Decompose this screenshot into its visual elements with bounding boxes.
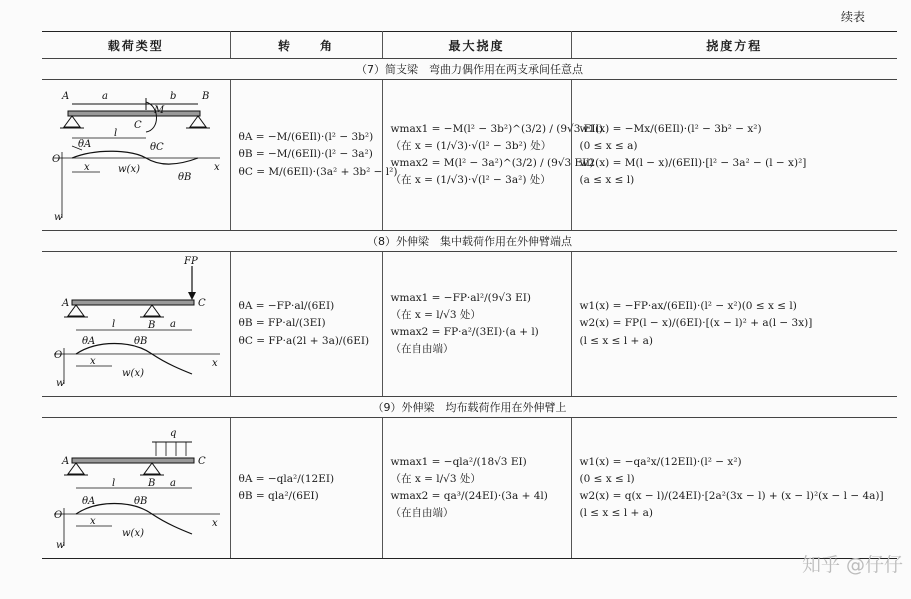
equation-9-1: w1(x) = −qa²x/(12EIl)·(l² − x²) bbox=[579, 455, 742, 468]
label-x-axis-7: x bbox=[214, 162, 220, 173]
deflection-7-3: wmax2 = M(l² − 3a²)^(3/2) / (9√3 EIl) bbox=[390, 157, 594, 169]
label-a-8: a bbox=[170, 319, 176, 330]
section-title-9: （9）外伸梁 均布载荷作用在外伸臂上 bbox=[42, 397, 897, 418]
label-x-axis-8: x bbox=[212, 358, 218, 369]
label-C-8: C bbox=[198, 298, 206, 309]
label-A-9: A bbox=[62, 456, 70, 467]
label-FP-8: FP bbox=[184, 256, 198, 267]
angle-8-1: θA = −FP·al/(6EI) bbox=[238, 300, 335, 313]
label-A-8: A bbox=[62, 298, 70, 309]
angle-8-2: θB = FP·al/(3EI) bbox=[238, 317, 326, 330]
deflection-9-4: （在自由端） bbox=[390, 507, 454, 520]
label-w-8: w bbox=[56, 378, 65, 389]
header-load-type: 载荷类型 bbox=[42, 32, 230, 59]
label-wx-7: w(x) bbox=[118, 164, 141, 175]
equation-7-3: w2(x) = M(l − x)/(6EIl)·[l² − 3a² − (l − x)²] bbox=[579, 157, 807, 169]
beam-diagram-7 bbox=[42, 80, 228, 226]
section-title-7: （7）简支梁 弯曲力偶作用在两支承间任意点 bbox=[42, 59, 897, 80]
label-l-7: l bbox=[114, 128, 118, 139]
label-thetaA-9: θA bbox=[82, 496, 96, 507]
watermark: 知乎 @仔仔 bbox=[801, 554, 903, 576]
diagram-cell-7 bbox=[42, 80, 230, 231]
label-x-9: x bbox=[90, 516, 96, 527]
header-max-deflection: 最大挠度 bbox=[382, 32, 571, 59]
angle-9-1: θA = −qla²/(12EI) bbox=[238, 472, 335, 485]
label-C-7: C bbox=[134, 120, 142, 131]
beam-deflection-table bbox=[42, 31, 897, 559]
beam-diagram-9 bbox=[42, 418, 228, 554]
label-O-7: O bbox=[52, 154, 61, 165]
label-thetaB-9: θB bbox=[134, 496, 148, 507]
equation-7-1: w1(x) = −Mx/(6EIl)·(l² − 3b² − x²) bbox=[579, 122, 762, 135]
label-thetaC-7: θC bbox=[150, 142, 164, 153]
label-B-8: B bbox=[148, 320, 156, 331]
angle-7-3: θC = M/(6EIl)·(3a² + 3b² − l²) bbox=[238, 165, 398, 178]
angle-9-2: θB = qla²/(6EI) bbox=[238, 490, 319, 502]
deflection-8-4: （在自由端） bbox=[390, 343, 454, 356]
equation-9-3: w2(x) = q(x − l)/(24EI)·[2a²(3x − l) + (x − l)²(x − l − 4a)] bbox=[579, 490, 884, 502]
deflection-8-1: wmax1 = −FP·al²/(9√3 EI) bbox=[390, 291, 532, 304]
label-wx-9: w(x) bbox=[122, 528, 145, 539]
label-thetaA-7: θA bbox=[78, 139, 92, 150]
deflection-cell-9 bbox=[382, 418, 571, 559]
equation-7-4: (a ≤ x ≤ l) bbox=[579, 174, 635, 187]
label-l-8: l bbox=[112, 319, 116, 330]
label-a-9: a bbox=[170, 478, 176, 489]
label-b-7: b bbox=[170, 91, 177, 102]
deflection-9-2: （在 x = l/√3 处） bbox=[390, 472, 481, 485]
deflection-9-1: wmax1 = −qla²/(18√3 EI) bbox=[390, 455, 527, 468]
equation-7-2: (0 ≤ x ≤ a) bbox=[579, 139, 638, 152]
equation-8-3: (l ≤ x ≤ l + a) bbox=[579, 334, 654, 347]
label-thetaA-8: θA bbox=[82, 336, 96, 347]
equation-9-2: (0 ≤ x ≤ l) bbox=[579, 472, 635, 485]
header-deflection-equation: 挠度方程 bbox=[571, 32, 897, 59]
angle-cell-9 bbox=[230, 418, 382, 559]
label-w-9: w bbox=[56, 540, 65, 551]
diagram-cell-8 bbox=[42, 252, 230, 397]
equation-8-1: w1(x) = −FP·ax/(6EIl)·(l² − x²)(0 ≤ x ≤ l) bbox=[579, 300, 797, 313]
equation-cell-9 bbox=[571, 418, 897, 559]
deflection-cell-8 bbox=[382, 252, 571, 397]
header-angle: 转 角 bbox=[230, 32, 382, 59]
deflection-8-2: （在 x = l/√3 处） bbox=[390, 308, 481, 321]
label-l-9: l bbox=[112, 478, 116, 489]
label-thetaB-8: θB bbox=[134, 336, 148, 347]
deflection-7-2: （在 x = (1/√3)·√(l² − 3b²) 处） bbox=[390, 139, 552, 152]
beam-diagram-8 bbox=[42, 252, 228, 392]
equation-9-4: (l ≤ x ≤ l + a) bbox=[579, 507, 654, 520]
deflection-cell-7 bbox=[382, 80, 604, 231]
deflection-7-1: wmax1 = −M(l² − 3b²)^(3/2) / (9√3 EIl) bbox=[390, 122, 604, 135]
label-B-9: B bbox=[148, 478, 156, 489]
deflection-8-3: wmax2 = FP·a²/(3EI)·(a + l) bbox=[390, 326, 539, 338]
deflection-9-3: wmax2 = qa³/(24EI)·(3a + 4l) bbox=[390, 490, 548, 502]
label-C-9: C bbox=[198, 456, 206, 467]
label-B-7: B bbox=[202, 91, 210, 102]
section-title-8: （8）外伸梁 集中载荷作用在外伸臂端点 bbox=[42, 231, 897, 252]
diagram-cell-9 bbox=[42, 418, 230, 559]
angle-7-1: θA = −M/(6EIl)·(l² − 3b²) bbox=[238, 131, 374, 144]
angle-7-2: θB = −M/(6EIl)·(l² − 3a²) bbox=[238, 148, 373, 161]
equation-cell-8 bbox=[571, 252, 897, 397]
label-M-7: M bbox=[154, 105, 165, 116]
label-wx-8: w(x) bbox=[122, 368, 145, 379]
label-x-axis-9: x bbox=[212, 518, 218, 529]
label-x-8: x bbox=[90, 356, 96, 367]
equation-cell-7 bbox=[571, 80, 897, 231]
continued-label: 续表 bbox=[840, 10, 865, 24]
angle-cell-7 bbox=[230, 80, 398, 231]
angle-cell-8 bbox=[230, 252, 382, 397]
label-q-9: q bbox=[170, 428, 177, 439]
label-O-9: O bbox=[54, 510, 63, 521]
label-thetaB-7: θB bbox=[178, 172, 192, 183]
deflection-7-4: （在 x = (1/√3)·√(l² − 3a²) 处） bbox=[390, 174, 551, 187]
label-a-7: a bbox=[102, 91, 108, 102]
equation-8-2: w2(x) = FP(l − x)/(6EI)·[(x − l)² + a(l − 3x)] bbox=[579, 317, 813, 330]
label-x-7: x bbox=[84, 162, 90, 173]
angle-8-3: θC = FP·a(2l + 3a)/(6EI) bbox=[238, 334, 370, 347]
label-w-7: w bbox=[54, 212, 63, 223]
label-A-7: A bbox=[62, 91, 70, 102]
label-O-8: O bbox=[54, 350, 63, 361]
